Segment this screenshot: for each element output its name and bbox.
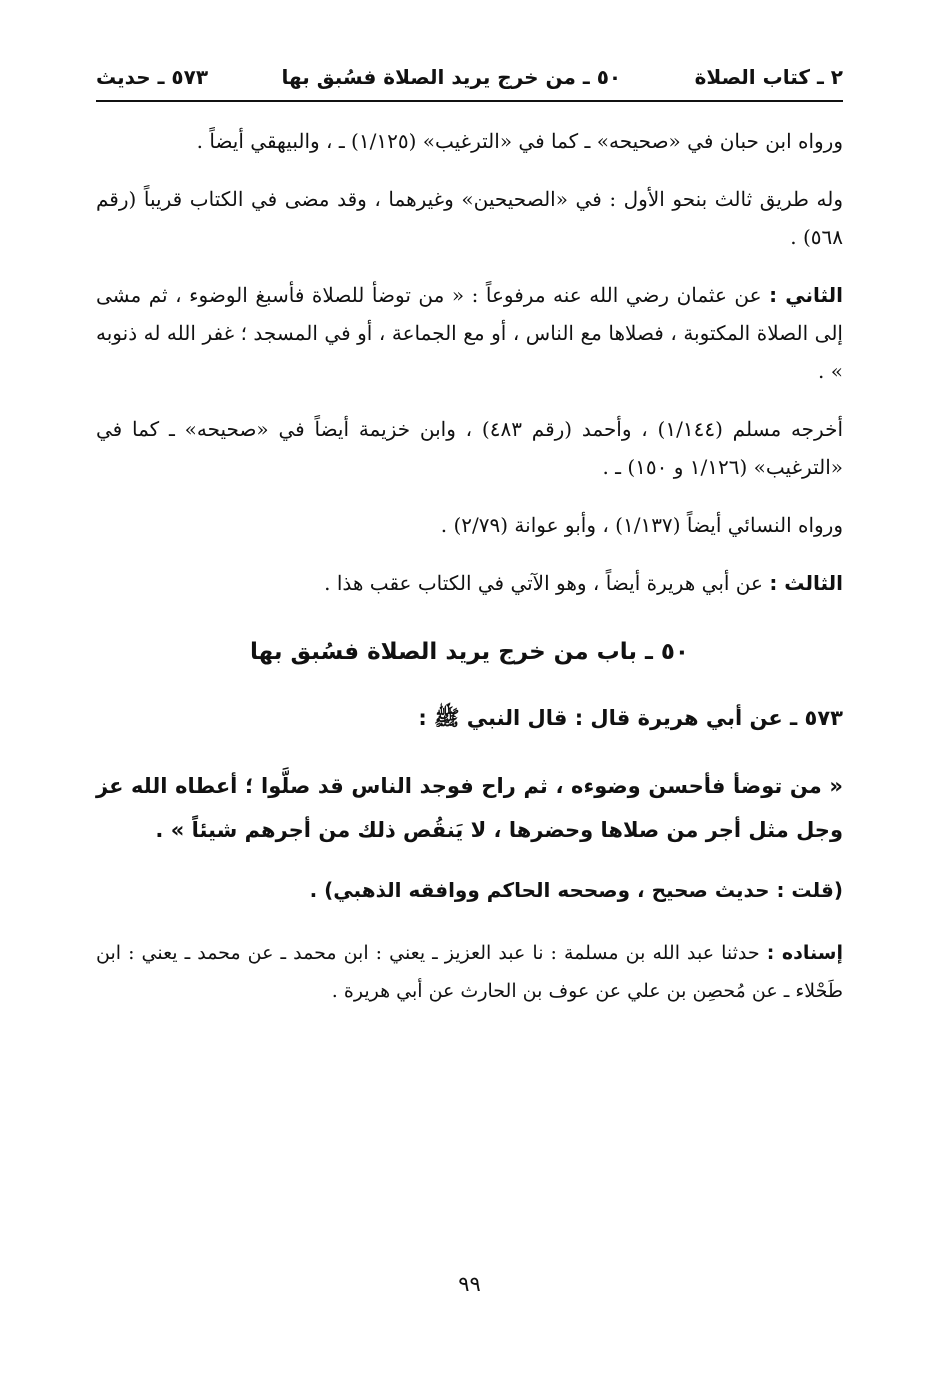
paragraph-second-witness (96, 276, 843, 390)
chapter-title: ٥٠ ـ باب من خرج يريد الصلاة فسُبق بها (250, 639, 689, 665)
page-body (96, 122, 843, 1010)
paragraph-text: ورواه ابن حبان في «صحيحه» ـ كما في «الترغيب» (١/١٢٥) ـ ، والبيهقي أيضاً . (196, 129, 843, 153)
running-header (96, 62, 843, 102)
hadith-heading: ٥٧٣ ـ عن أبي هريرة قال : قال النبي ﷺ : (418, 706, 843, 730)
paragraph-takhrij-muslim (96, 410, 843, 486)
hadith-grading: (قلت : حديث صحيح ، وصححه الحاكم ووافقه الذهبي) . (309, 878, 843, 902)
header-chapter-title: ٥٠ ـ من خرج يريد الصلاة فسُبق بها (281, 65, 622, 89)
header-book-title: ٢ ـ كتاب الصلاة (694, 65, 843, 89)
header-hadith-number: ٥٧٣ ـ حديث (96, 65, 209, 89)
paragraph-ibn-hibban (96, 122, 843, 160)
paragraph-text: عن أبي هريرة أيضاً ، وهو الآتي في الكتاب عقب هذا . (324, 571, 770, 595)
page-number: ٩٩ (458, 1272, 481, 1296)
hadith-text: « من توضأ فأحسن وضوءه ، ثم راح فوجد الناس قد صلَّوا ؛ أعطاه الله عز وجل مثل أجر من صلاها وحضرها ، لا يَنقُص ذلك من أجرهم شيئاً » . (96, 774, 843, 842)
paragraph-third-route (96, 180, 843, 256)
paragraph-lead: الثالث : (769, 571, 843, 595)
isnad-text: حدثنا عبد الله بن مسلمة : نا عبد العزيز ـ يعني : ابن محمد ـ عن محمد ـ يعني : ابن طَحْلاء ـ عن مُحصِن بن علي عن عوف بن الحارث عن أبي هريرة . (96, 942, 843, 1002)
paragraph-text: ورواه النسائي أيضاً (١/١٣٧) ، وأبو عوانة (٢/٧٩) . (440, 513, 843, 537)
isnad-lead: إسناده : (766, 942, 843, 964)
paragraph-text: وله طريق ثالث بنحو الأول : في «الصحيحين» وغيرهما ، وقد مضى في الكتاب قريباً (رقم ٥٦٨) . (96, 187, 843, 249)
paragraph-text: عن عثمان رضي الله عنه مرفوعاً : « من توضأ للصلاة فأسبغ الوضوء ، ثم مشى إلى الصلاة المكتوبة ، فصلاها مع الناس ، أو مع الجماعة ، أو في المسجد ؛ غفر الله له ذنوبه » . (96, 283, 843, 383)
paragraph-nasai (96, 506, 843, 544)
paragraph-text: أخرجه مسلم (١/١٤٤) ، وأحمد (رقم ٤٨٣) ، وابن خزيمة أيضاً في «صحيحه» ـ كما في «الترغيب» (١/١٢٦ و ١٥٠) ـ . (96, 417, 844, 479)
paragraph-third-witness (96, 564, 843, 602)
isnad-paragraph (96, 934, 843, 1010)
paragraph-lead: الثاني : (769, 283, 843, 307)
